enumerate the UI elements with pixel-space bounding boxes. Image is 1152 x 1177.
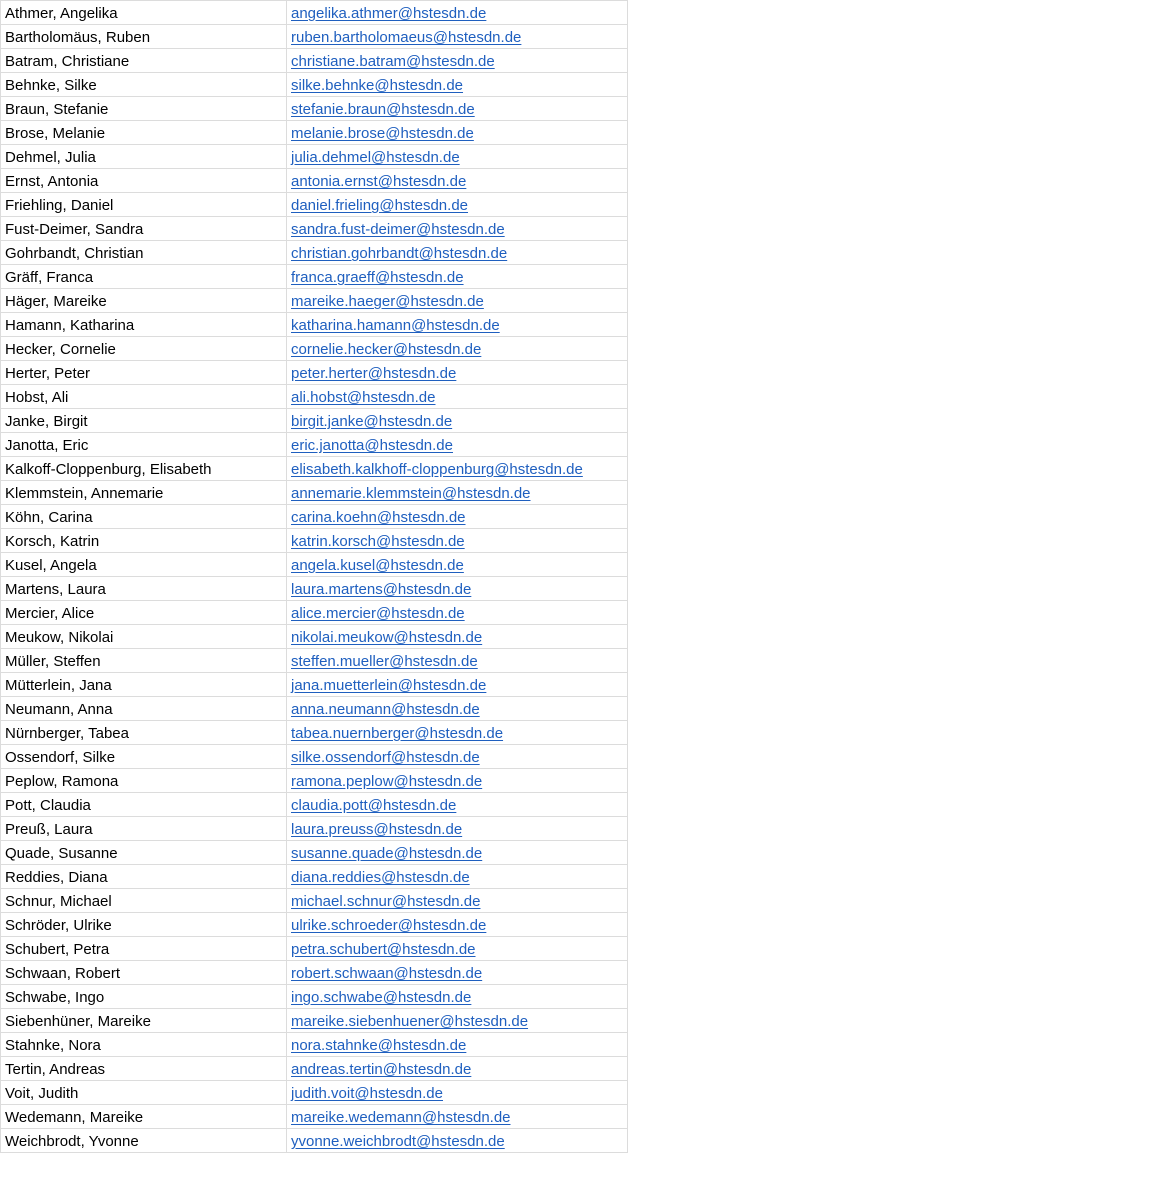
name-cell[interactable]: Quade, Susanne [1, 841, 287, 865]
email-cell[interactable] [287, 961, 628, 985]
email-cell[interactable] [287, 673, 628, 697]
email-cell[interactable] [287, 1081, 628, 1105]
email-link[interactable]: petra.schubert@hstesdn.de [291, 941, 476, 958]
email-link[interactable]: julia.dehmel@hstesdn.de [291, 149, 460, 166]
name-cell[interactable]: Mercier, Alice [1, 601, 287, 625]
email-cell[interactable] [287, 49, 628, 73]
email-cell[interactable] [287, 25, 628, 49]
email-cell[interactable] [287, 217, 628, 241]
email-cell[interactable] [287, 625, 628, 649]
email-cell[interactable] [287, 649, 628, 673]
table-row [1, 25, 628, 49]
name-cell[interactable]: Hamann, Katharina [1, 313, 287, 337]
table-row [1, 889, 628, 913]
table-row [1, 169, 628, 193]
table-row [1, 553, 628, 577]
table-row [1, 49, 628, 73]
email-link[interactable]: sandra.fust-deimer@hstesdn.de [291, 221, 505, 238]
name-cell[interactable]: Fust-Deimer, Sandra [1, 217, 287, 241]
email-cell[interactable] [287, 1129, 628, 1153]
table-row [1, 865, 628, 889]
email-cell[interactable] [287, 841, 628, 865]
email-cell[interactable] [287, 361, 628, 385]
email-cell[interactable] [287, 865, 628, 889]
table-row [1, 1009, 628, 1033]
name-cell[interactable]: Hobst, Ali [1, 385, 287, 409]
name-cell[interactable]: Schubert, Petra [1, 937, 287, 961]
table-row [1, 361, 628, 385]
name-cell[interactable]: Korsch, Katrin [1, 529, 287, 553]
email-cell[interactable] [287, 937, 628, 961]
email-link[interactable]: elisabeth.kalkhoff-cloppenburg@hstesdn.de [291, 461, 583, 478]
email-cell[interactable] [287, 793, 628, 817]
name-cell[interactable]: Athmer, Angelika [1, 1, 287, 25]
table-row [1, 337, 628, 361]
table-row [1, 937, 628, 961]
email-link[interactable]: birgit.janke@hstesdn.de [291, 413, 453, 430]
email-link[interactable]: laura.martens@hstesdn.de [291, 581, 472, 598]
name-cell[interactable]: Neumann, Anna [1, 697, 287, 721]
email-link[interactable]: ingo.schwabe@hstesdn.de [291, 989, 472, 1006]
email-link[interactable]: susanne.quade@hstesdn.de [291, 845, 483, 862]
email-link[interactable]: claudia.pott@hstesdn.de [291, 797, 457, 814]
email-cell[interactable] [287, 241, 628, 265]
email-link[interactable]: franca.graeff@hstesdn.de [291, 269, 464, 286]
email-link[interactable]: laura.preuss@hstesdn.de [291, 821, 463, 838]
email-cell[interactable] [287, 817, 628, 841]
name-cell[interactable]: Müller, Steffen [1, 649, 287, 673]
table-row [1, 817, 628, 841]
email-cell[interactable] [287, 505, 628, 529]
email-cell[interactable] [287, 1033, 628, 1057]
table-row [1, 673, 628, 697]
email-link[interactable]: christiane.batram@hstesdn.de [291, 53, 495, 70]
name-cell[interactable]: Bartholomäus, Ruben [1, 25, 287, 49]
email-link[interactable]: silke.behnke@hstesdn.de [291, 77, 464, 94]
name-cell[interactable]: Wedemann, Mareike [1, 1105, 287, 1129]
name-cell[interactable]: Gohrbandt, Christian [1, 241, 287, 265]
table-row [1, 1057, 628, 1081]
table-row [1, 73, 628, 97]
email-cell[interactable] [287, 145, 628, 169]
name-cell[interactable]: Brose, Melanie [1, 121, 287, 145]
email-link[interactable]: melanie.brose@hstesdn.de [291, 125, 474, 142]
table-row [1, 1, 628, 25]
name-cell[interactable]: Voit, Judith [1, 1081, 287, 1105]
email-cell[interactable] [287, 193, 628, 217]
email-cell[interactable] [287, 889, 628, 913]
name-cell[interactable]: Nürnberger, Tabea [1, 721, 287, 745]
table-row [1, 409, 628, 433]
email-cell[interactable] [287, 265, 628, 289]
name-cell[interactable]: Häger, Mareike [1, 289, 287, 313]
email-link[interactable]: angela.kusel@hstesdn.de [291, 557, 464, 574]
table-row [1, 649, 628, 673]
email-cell[interactable] [287, 433, 628, 457]
email-link[interactable]: michael.schnur@hstesdn.de [291, 893, 481, 910]
email-cell[interactable] [287, 337, 628, 361]
name-cell[interactable]: Stahnke, Nora [1, 1033, 287, 1057]
email-link[interactable]: ruben.bartholomaeus@hstesdn.de [291, 29, 522, 46]
name-cell[interactable]: Gräff, Franca [1, 265, 287, 289]
email-link[interactable]: peter.herter@hstesdn.de [291, 365, 457, 382]
email-cell[interactable] [287, 121, 628, 145]
table-row [1, 265, 628, 289]
email-link[interactable]: antonia.ernst@hstesdn.de [291, 173, 467, 190]
table-row [1, 1033, 628, 1057]
table-row [1, 841, 628, 865]
table-row [1, 601, 628, 625]
email-link[interactable]: judith.voit@hstesdn.de [291, 1085, 443, 1102]
email-cell[interactable] [287, 529, 628, 553]
email-link[interactable]: jana.muetterlein@hstesdn.de [291, 677, 487, 694]
email-cell[interactable] [287, 1057, 628, 1081]
table-row [1, 241, 628, 265]
email-cell[interactable] [287, 457, 628, 481]
table-row [1, 1105, 628, 1129]
email-link[interactable]: mareike.siebenhuener@hstesdn.de [291, 1013, 529, 1030]
table-row [1, 193, 628, 217]
email-link[interactable]: silke.ossendorf@hstesdn.de [291, 749, 480, 766]
name-cell[interactable]: Schröder, Ulrike [1, 913, 287, 937]
table-row [1, 961, 628, 985]
email-link[interactable]: christian.gohrbandt@hstesdn.de [291, 245, 508, 262]
name-cell[interactable]: Kusel, Angela [1, 553, 287, 577]
name-cell[interactable]: Dehmel, Julia [1, 145, 287, 169]
table-row [1, 289, 628, 313]
name-cell[interactable]: Pott, Claudia [1, 793, 287, 817]
email-cell[interactable] [287, 697, 628, 721]
name-cell[interactable]: Klemmstein, Annemarie [1, 481, 287, 505]
email-link[interactable]: katrin.korsch@hstesdn.de [291, 533, 465, 550]
email-cell[interactable] [287, 1, 628, 25]
table-row [1, 529, 628, 553]
email-link[interactable]: cornelie.hecker@hstesdn.de [291, 341, 482, 358]
name-cell[interactable]: Schwaan, Robert [1, 961, 287, 985]
table-row [1, 481, 628, 505]
email-cell[interactable] [287, 721, 628, 745]
email-link[interactable]: eric.janotta@hstesdn.de [291, 437, 453, 454]
email-cell[interactable] [287, 577, 628, 601]
email-link[interactable]: diana.reddies@hstesdn.de [291, 869, 470, 886]
email-link[interactable]: angelika.athmer@hstesdn.de [291, 5, 487, 22]
email-cell[interactable] [287, 97, 628, 121]
name-cell[interactable]: Kalkoff-Cloppenburg, Elisabeth [1, 457, 287, 481]
name-cell[interactable]: Ossendorf, Silke [1, 745, 287, 769]
email-cell[interactable] [287, 1009, 628, 1033]
email-link[interactable]: yvonne.weichbrodt@hstesdn.de [291, 1133, 505, 1150]
name-cell[interactable]: Reddies, Diana [1, 865, 287, 889]
table-row [1, 697, 628, 721]
table-row [1, 433, 628, 457]
name-cell[interactable]: Preuß, Laura [1, 817, 287, 841]
email-cell[interactable] [287, 385, 628, 409]
email-link[interactable]: katharina.hamann@hstesdn.de [291, 317, 500, 334]
email-cell[interactable] [287, 481, 628, 505]
name-cell[interactable]: Mütterlein, Jana [1, 673, 287, 697]
email-cell[interactable] [287, 553, 628, 577]
name-cell[interactable]: Siebenhüner, Mareike [1, 1009, 287, 1033]
email-link[interactable]: mareike.wedemann@hstesdn.de [291, 1109, 511, 1126]
name-cell[interactable]: Janke, Birgit [1, 409, 287, 433]
email-link[interactable]: mareike.haeger@hstesdn.de [291, 293, 484, 310]
table-row [1, 313, 628, 337]
name-cell[interactable]: Ernst, Antonia [1, 169, 287, 193]
contacts-table-body [1, 1, 628, 1153]
table-row [1, 577, 628, 601]
table-row [1, 745, 628, 769]
name-cell[interactable]: Braun, Stefanie [1, 97, 287, 121]
table-row [1, 457, 628, 481]
email-link[interactable]: andreas.tertin@hstesdn.de [291, 1061, 472, 1078]
email-link[interactable]: stefanie.braun@hstesdn.de [291, 101, 475, 118]
email-link[interactable]: anna.neumann@hstesdn.de [291, 701, 480, 718]
name-cell[interactable]: Herter, Peter [1, 361, 287, 385]
email-cell[interactable] [287, 1105, 628, 1129]
email-link[interactable]: tabea.nuernberger@hstesdn.de [291, 725, 504, 742]
email-cell[interactable] [287, 73, 628, 97]
email-link[interactable]: carina.koehn@hstesdn.de [291, 509, 466, 526]
name-cell[interactable]: Behnke, Silke [1, 73, 287, 97]
email-link[interactable]: robert.schwaan@hstesdn.de [291, 965, 483, 982]
name-cell[interactable]: Meukow, Nikolai [1, 625, 287, 649]
email-link[interactable]: steffen.mueller@hstesdn.de [291, 653, 478, 670]
table-row [1, 721, 628, 745]
email-cell[interactable] [287, 985, 628, 1009]
email-cell[interactable] [287, 169, 628, 193]
email-cell[interactable] [287, 913, 628, 937]
name-cell[interactable]: Schwabe, Ingo [1, 985, 287, 1009]
table-row [1, 985, 628, 1009]
name-cell[interactable]: Hecker, Cornelie [1, 337, 287, 361]
email-cell[interactable] [287, 409, 628, 433]
email-cell[interactable] [287, 745, 628, 769]
table-row [1, 1081, 628, 1105]
email-link[interactable]: annemarie.klemmstein@hstesdn.de [291, 485, 531, 502]
email-link[interactable]: nora.stahnke@hstesdn.de [291, 1037, 467, 1054]
table-row [1, 385, 628, 409]
table-row [1, 793, 628, 817]
name-cell[interactable]: Weichbrodt, Yvonne [1, 1129, 287, 1153]
name-cell[interactable]: Batram, Christiane [1, 49, 287, 73]
email-link[interactable]: daniel.frieling@hstesdn.de [291, 197, 469, 214]
email-link[interactable]: ramona.peplow@hstesdn.de [291, 773, 483, 790]
name-cell[interactable]: Friehling, Daniel [1, 193, 287, 217]
table-row [1, 769, 628, 793]
table-row [1, 505, 628, 529]
name-cell[interactable]: Tertin, Andreas [1, 1057, 287, 1081]
name-cell[interactable]: Köhn, Carina [1, 505, 287, 529]
email-cell[interactable] [287, 601, 628, 625]
name-cell[interactable]: Peplow, Ramona [1, 769, 287, 793]
table-row [1, 121, 628, 145]
table-row [1, 625, 628, 649]
email-link[interactable]: alice.mercier@hstesdn.de [291, 605, 465, 622]
email-link[interactable]: nikolai.meukow@hstesdn.de [291, 629, 483, 646]
email-cell[interactable] [287, 289, 628, 313]
table-row [1, 913, 628, 937]
table-row [1, 145, 628, 169]
table-row [1, 97, 628, 121]
name-cell[interactable]: Janotta, Eric [1, 433, 287, 457]
table-row [1, 1129, 628, 1153]
table-row [1, 217, 628, 241]
email-cell[interactable] [287, 313, 628, 337]
name-cell[interactable]: Schnur, Michael [1, 889, 287, 913]
name-cell[interactable]: Martens, Laura [1, 577, 287, 601]
email-link[interactable]: ulrike.schroeder@hstesdn.de [291, 917, 487, 934]
email-link[interactable]: ali.hobst@hstesdn.de [291, 389, 436, 406]
email-cell[interactable] [287, 769, 628, 793]
